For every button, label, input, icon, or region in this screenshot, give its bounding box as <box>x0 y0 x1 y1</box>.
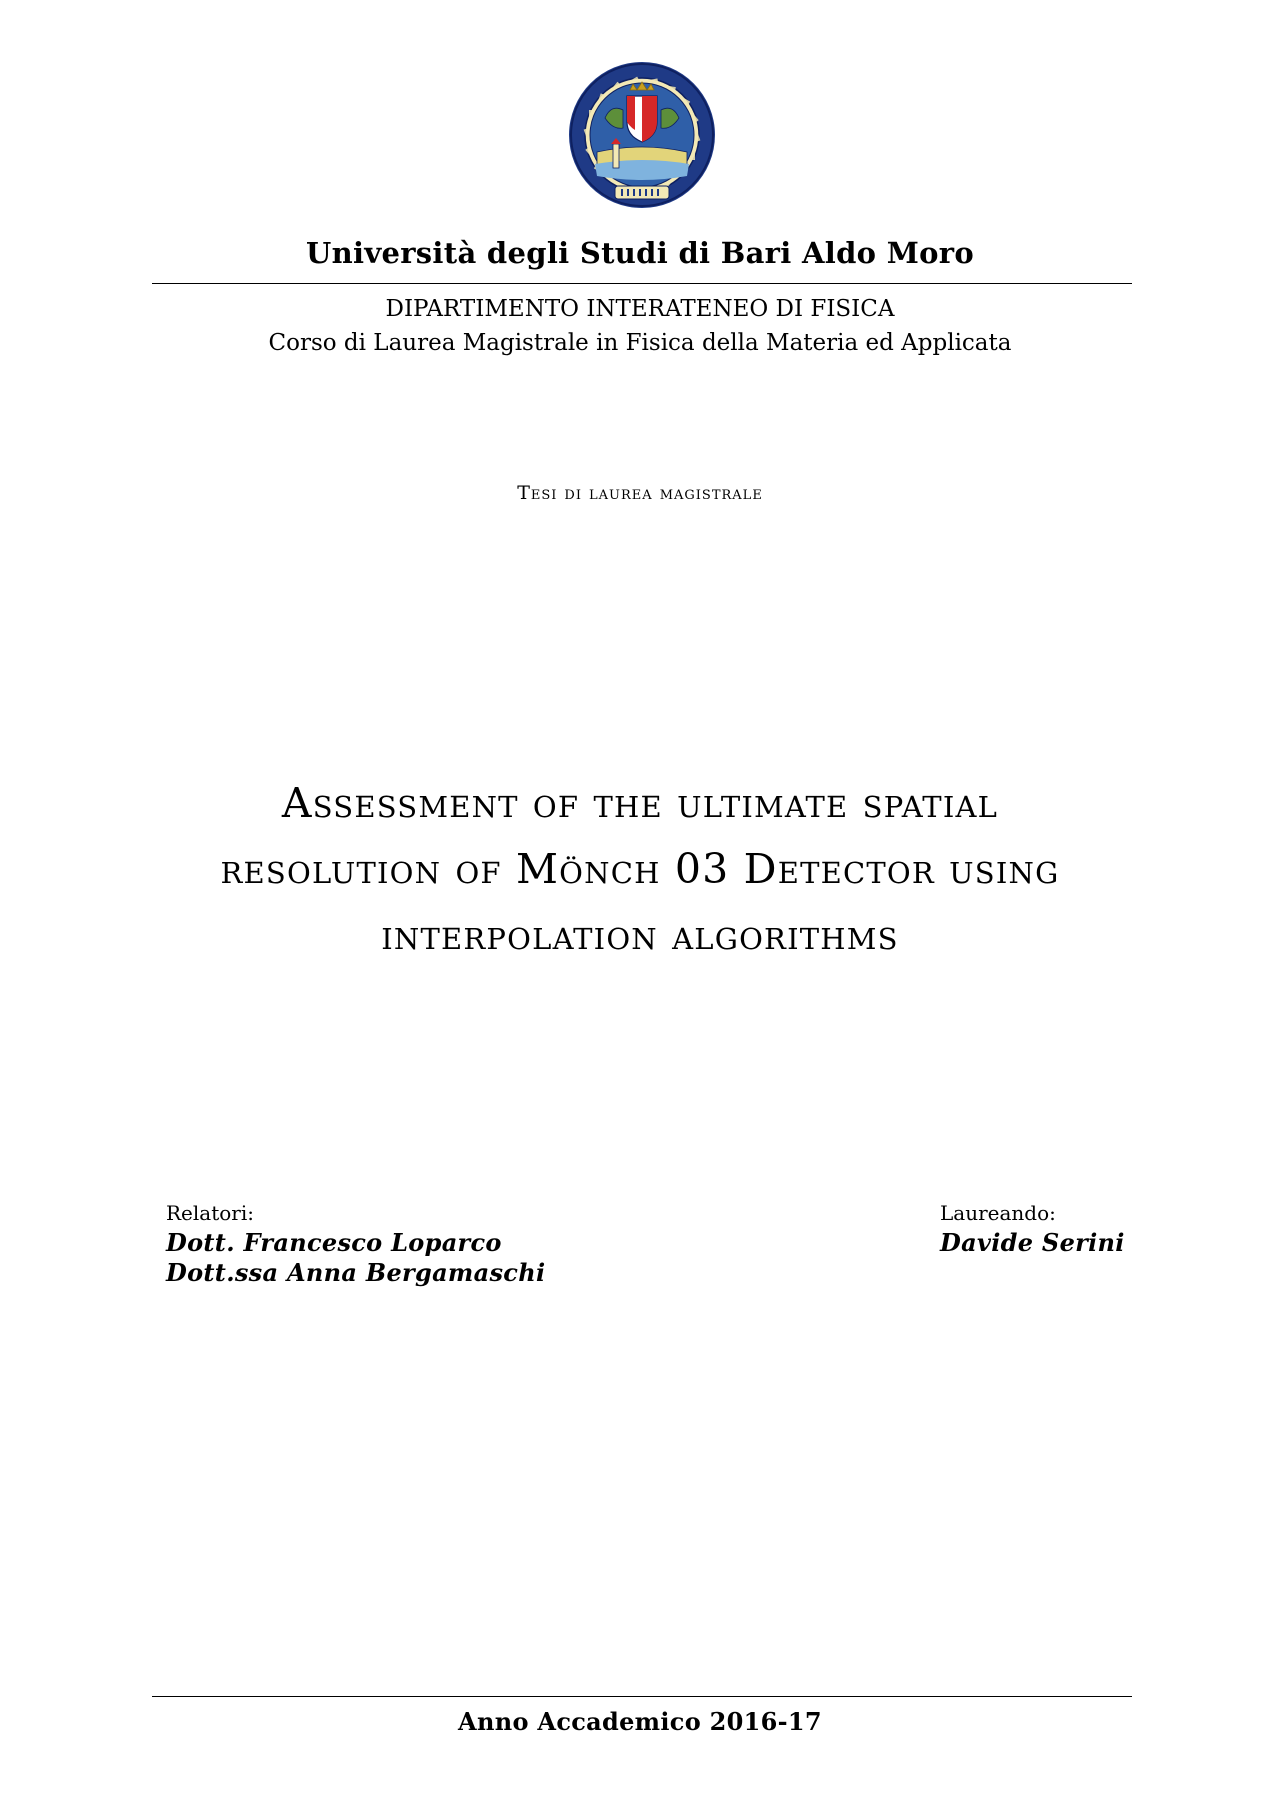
supervisor-name: Dott. Francesco Loparco <box>166 1228 502 1257</box>
supervisors-label: Relatori: <box>166 1201 254 1225</box>
candidate-name: Davide Serini <box>940 1228 1125 1257</box>
footer-divider <box>152 1696 1132 1697</box>
title-line: interpolation algorithms <box>381 911 899 959</box>
title-line: resolution of Mönch 03 Detector using <box>220 845 1060 893</box>
thesis-title <box>140 770 1140 968</box>
header-divider <box>152 283 1132 284</box>
thesis-type: Tesi di laurea magistrale <box>517 482 763 504</box>
supervisor-name: Dott.ssa Anna Bergamaschi <box>166 1258 546 1287</box>
course-name: Corso di Laurea Magistrale in Fisica della Materia ed Applicata <box>268 330 1012 356</box>
university-seal-logo <box>567 60 717 210</box>
supervisors-block <box>166 1198 545 1288</box>
academic-year: Anno Accademico 2016-17 <box>458 1707 822 1736</box>
title-line: Assessment of the ultimate spatial <box>281 779 999 827</box>
department-name: DIPARTIMENTO INTERATENEO DI FISICA <box>385 296 895 322</box>
candidate-block <box>940 1198 1125 1258</box>
university-name: Università degli Studi di Bari Aldo Moro <box>306 236 974 270</box>
candidate-label: Laureando: <box>940 1201 1056 1225</box>
